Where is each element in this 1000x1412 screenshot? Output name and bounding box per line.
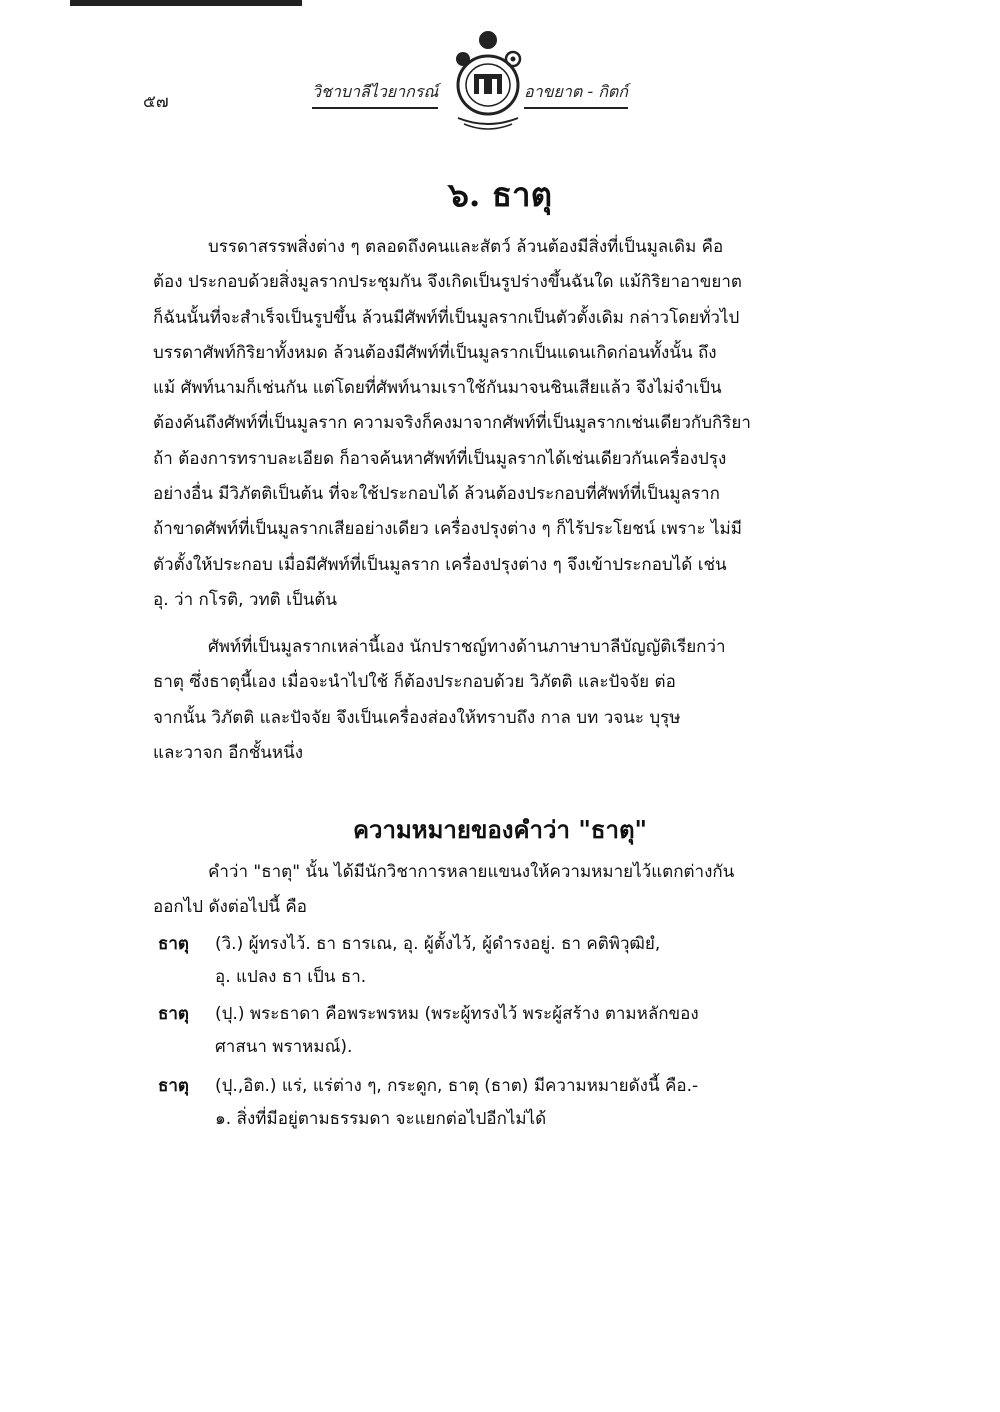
definition-line: ๑. สิ่งที่มีอยู่ตามธรรมดา จะแยกต่อไปอีกไม่ได้ — [215, 1109, 547, 1129]
text-line: แม้ ศัพท์นามก็เช่นกัน แต่โดยที่ศัพท์นามเราใช้กันมาจนชินเสียแล้ว จึงไม่จำเป็น — [153, 378, 722, 399]
scan-edge-bar — [70, 0, 302, 6]
definition-line: (วิ.) ผู้ทรงไว้. ธา ธารเณ, อุ. ผู้ตั้งไว้, ผู้ดำรงอยู่. ธา คติพิวุฒิยํ, — [215, 934, 661, 954]
paragraph-intro — [153, 230, 833, 618]
text-line: ถ้า ต้องการทราบละเอียด ก็อาจค้นหาศัพท์ที่เป็นมูลรากได้เช่นเดียวกันเครื่องปรุง — [153, 448, 727, 469]
text-line: อย่างอื่น มีวิภัตติเป็นต้น ที่จะใช้ประกอบได้ ล้วนต้องประกอบที่ศัพท์ที่เป็นมูลราก — [153, 484, 720, 505]
emblem-logo — [446, 30, 530, 134]
chapter-title: ๖. ธาตุ — [447, 175, 553, 214]
page-number: ๕๗ — [143, 92, 169, 112]
text-line: และวาจก อีกชั้นหนึ่ง — [153, 742, 304, 763]
definition-line: (ปุ.) พระธาดา คือพระพรหม (พระผู้ทรงไว้ พระผู้สร้าง ตามหลักของ — [215, 1004, 699, 1024]
definition-line: (ปุ.,อิต.) แร่, แร่ต่าง ๆ, กระดูก, ธาตุ (ธาต) มีความหมายดังนี้ คือ.- — [215, 1076, 699, 1096]
text-line: อุ. ว่า กโรติ, วทติ เป็นต้น — [153, 589, 337, 610]
text-line: ถ้าขาดศัพท์ที่เป็นมูลรากเสียอย่างเดียว เครื่องปรุงต่าง ๆ ก็ไร้ประโยชน์ เพราะ ไม่มี — [153, 519, 742, 540]
definition-line: อุ. แปลง ธา เป็น ธา. — [215, 967, 367, 987]
text-line: ธาตุ ซึ่งธาตุนี้เอง เมื่อจะนำไปใช้ ก็ต้องประกอบด้วย วิภัตติ และปัจจัย ต่อ — [153, 672, 676, 693]
text-line: ตัวตั้งให้ประกอบ เมื่อมีศัพท์ที่เป็นมูลราก เครื่องปรุงต่าง ๆ จึงเข้าประกอบได้ เช่น — [153, 554, 727, 575]
text-line: คำว่า "ธาตุ" นั้น ได้มีนักวิชาการหลายแขนงให้ความหมายไว้แตกต่างกัน — [208, 862, 735, 882]
header-right-title: อาขยาต - กิตก์ — [524, 80, 628, 109]
page-header — [0, 30, 1000, 145]
section-subtitle: ความหมายของคำว่า "ธาตุ" — [352, 815, 648, 844]
paragraph-meaning-intro — [153, 855, 833, 926]
text-line: ออกไป ดังต่อไปนี้ คือ — [153, 897, 307, 918]
text-line: จากนั้น วิภัตติ และปัจจัย จึงเป็นเครื่องส่องให้ทราบถึง กาล บท วจนะ บุรุษ — [153, 707, 681, 728]
text-line: บรรดาสรรพสิ่งต่าง ๆ ตลอดถึงคนและสัตว์ ล้วนต้องมีสิ่งที่เป็นมูลเดิม คือ — [208, 237, 724, 257]
header-left-title: วิชาบาลีไวยากรณ์ — [312, 80, 438, 109]
text-line: ก็ฉันนั้นที่จะสำเร็จเป็นรูปขึ้น ล้วนมีศัพท์ที่เป็นมูลรากเป็นตัวตั้งเดิม กล่าวโดยทั่วไป — [153, 307, 740, 328]
paragraph-dhatu — [153, 630, 833, 771]
text-line: บรรดาศัพท์กิริยาทั้งหมด ล้วนต้องมีศัพท์ที่เป็นมูลรากเป็นแดนเกิดก่อนทั้งนั้น ถึง — [153, 342, 717, 363]
text-line: ศัพท์ที่เป็นมูลรากเหล่านี้เอง นักปราชญ์ทางด้านภาษาบาลีบัญญัติเรียกว่า — [208, 637, 726, 657]
definition-term: ธาตุ — [158, 934, 189, 954]
definition-term: ธาตุ — [158, 1004, 189, 1024]
text-line: ต้องค้นถึงศัพท์ที่เป็นมูลราก ความจริงก็คงมาจากศัพท์ที่เป็นมูลรากเช่นเดียวกับกิริยา — [153, 413, 751, 434]
text-line: ต้อง ประกอบด้วยสิ่งมูลรากประชุมกัน จึงเกิดเป็นรูปร่างขึ้นฉันใด แม้กิริยาอาขยาต — [153, 272, 742, 293]
definition-term: ธาตุ — [158, 1076, 189, 1096]
definition-line: ศาสนา พราหมณ์). — [215, 1037, 353, 1057]
